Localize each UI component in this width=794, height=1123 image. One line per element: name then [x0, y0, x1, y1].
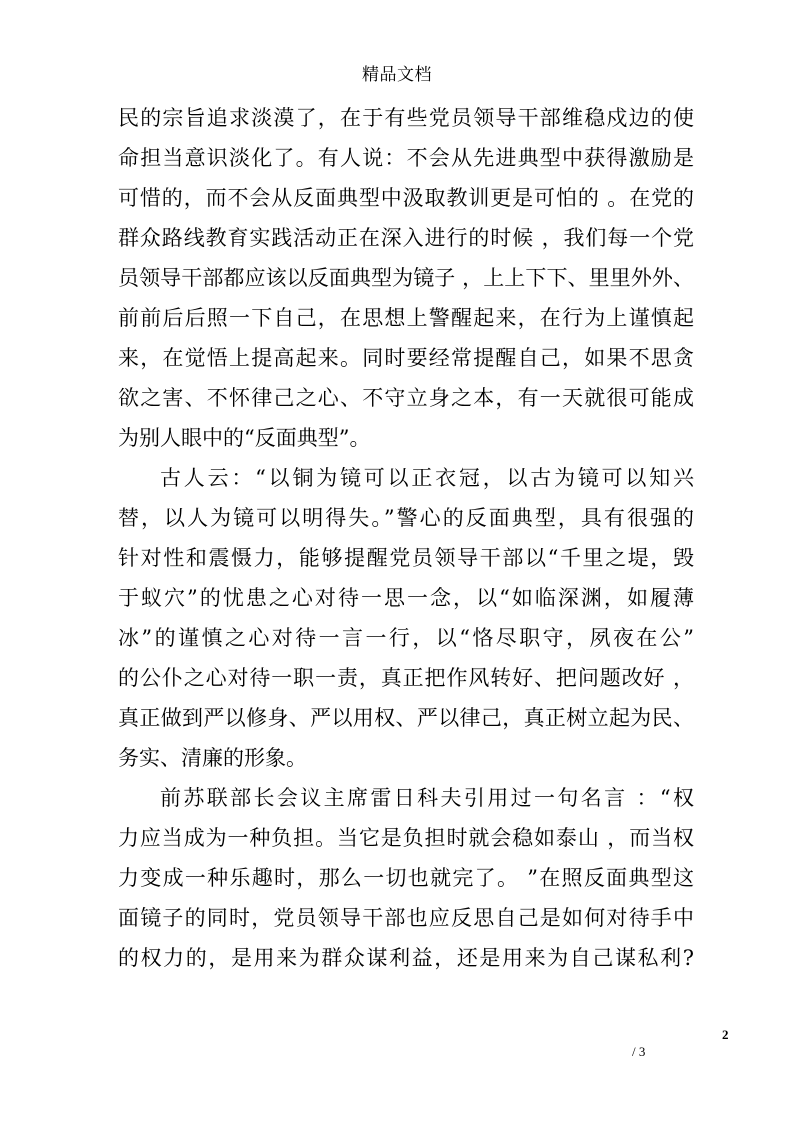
text-line: 为别人眼中的“反面典型”。: [118, 426, 371, 450]
text-line: 民的宗旨追求淡漠了，在于有些党员领导干部维稳戍边的使: [118, 106, 694, 130]
text-line: 员领导干部都应该以反面典型为镜子 ，上上下下、里里外外、: [118, 266, 694, 290]
text-line: 面镜子的同时，党员领导干部也应反思自己是如何对待手中: [118, 906, 694, 930]
text-line: 于蚁穴”的忧患之心对待一思一念，以“如临深渊，如履薄: [118, 586, 694, 610]
text-line: 古人云：“以铜为镜可以正衣冠，以古为镜可以知兴: [160, 466, 694, 490]
text-line: 欲之害、不怀律己之心、不守立身之本，有一天就很可能成: [118, 386, 694, 410]
text-line: 针对性和震慑力，能够提醒党员领导干部以“千里之堤，毁: [118, 546, 694, 570]
text-line: 力应当成为一种负担。当它是负担时就会稳如泰山 ，而当权: [118, 826, 694, 850]
paragraph-2: [118, 458, 694, 778]
text-line: 来，在觉悟上提高起来。同时要经常提醒自己，如果不思贪: [118, 346, 694, 370]
paragraph-3: [118, 778, 694, 978]
page-number: 2: [722, 1027, 729, 1042]
text-line: 群众路线教育实践活动正在深入进行的时候 ，我们每一个党: [118, 226, 694, 250]
text-line: 冰”的谨慎之心对待一言一行，以“恪尽职守，夙夜在公”: [118, 626, 694, 650]
text-line: 务实、清廉的形象。: [118, 746, 307, 770]
text-line: 前前后后照一下自己，在思想上警醒起来，在行为上谨慎起: [118, 306, 694, 330]
text-line: 前苏联部长会议主席雷日科夫引用过一句名言 ：“权: [160, 786, 694, 810]
page-header-title: 精品文档: [362, 65, 432, 85]
page-total: / 3: [632, 1044, 646, 1059]
text-line: 力变成一种乐趣时，那么一切也就完了。 ”在照反面典型这: [118, 866, 694, 890]
paragraph-1: [118, 98, 694, 458]
document-body: [118, 98, 694, 978]
text-line: 的权力的，是用来为群众谋利益，还是用来为自己谋私利?: [118, 946, 694, 970]
text-line: 可惜的，而不会从反面典型中汲取教训更是可怕的 。在党的: [118, 186, 694, 210]
text-line: 命担当意识淡化了。有人说：不会从先进典型中获得激励是: [118, 146, 694, 170]
text-line: 替，以人为镜可以明得失。”警心的反面典型，具有很强的: [118, 506, 694, 530]
text-line: 真正做到严以修身、严以用权、严以律己，真正树立起为民、: [118, 706, 694, 730]
text-line: 的公仆之心对待一职一责，真正把作风转好、把问题改好 ，: [118, 666, 694, 690]
